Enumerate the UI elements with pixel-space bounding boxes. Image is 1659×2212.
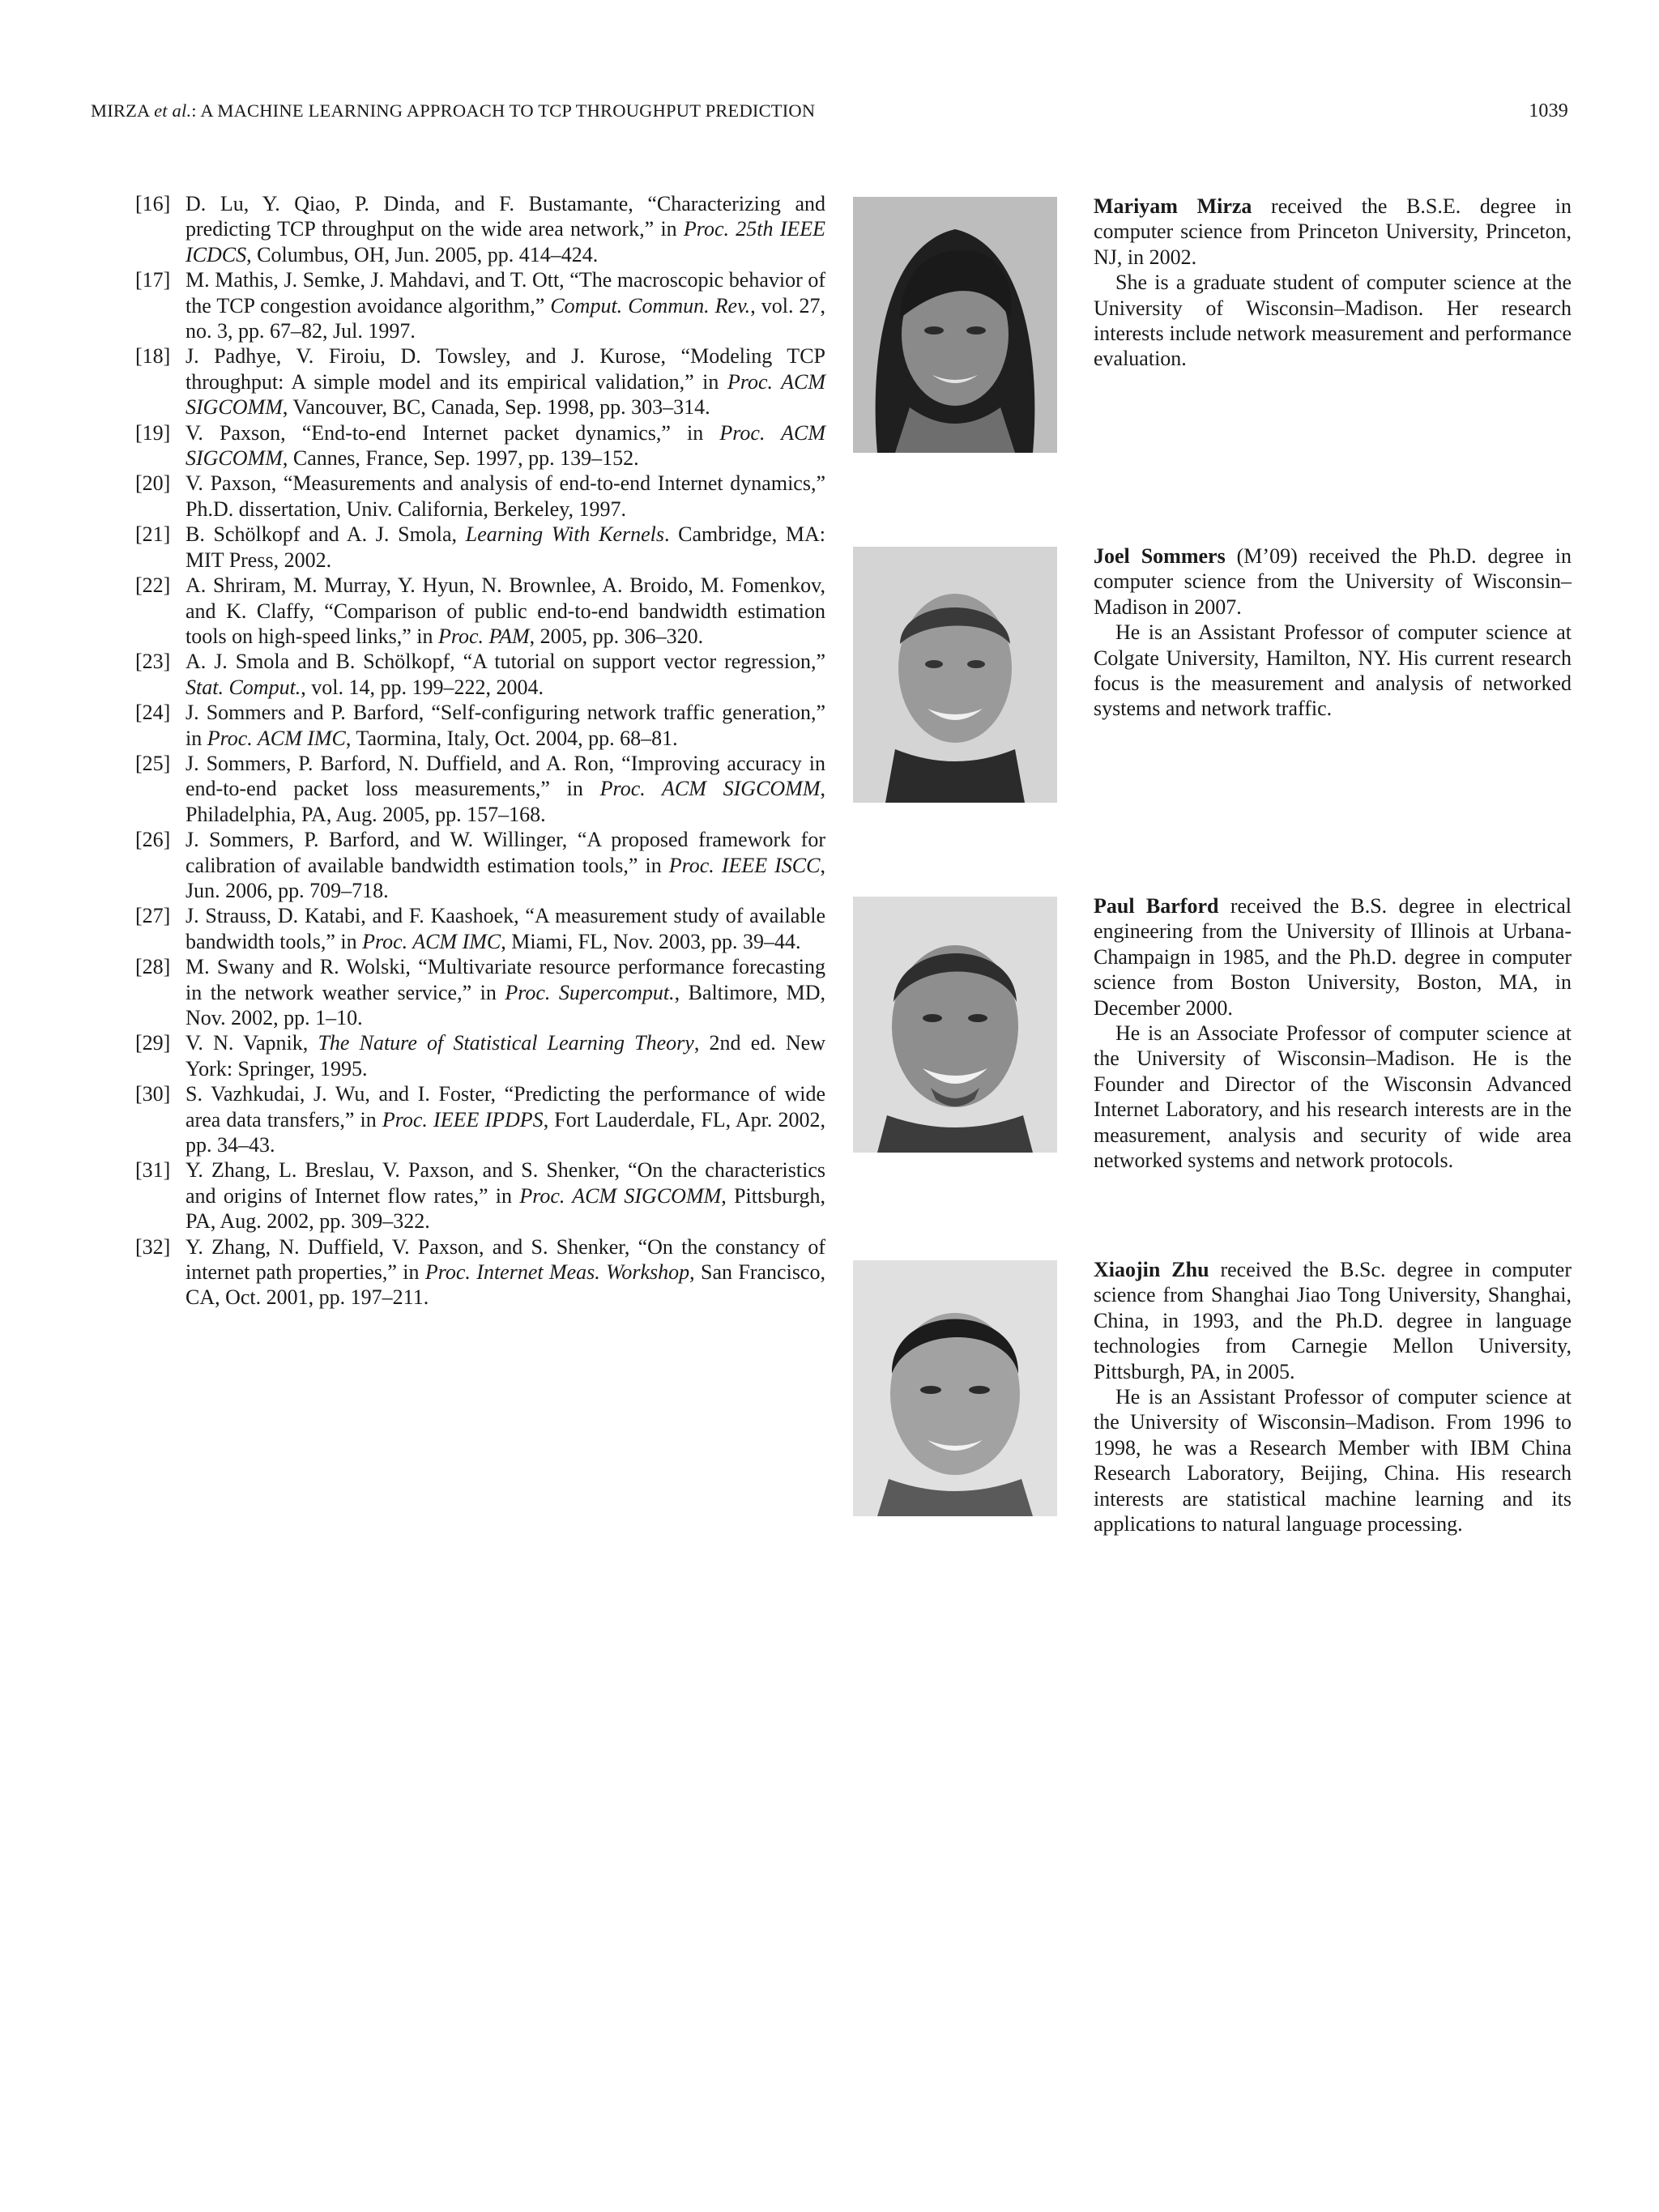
reference-item — [135, 471, 825, 522]
reference-item — [135, 420, 825, 471]
reference-number: [20] — [135, 471, 171, 496]
author-photo — [853, 1260, 1057, 1516]
reference-item — [135, 903, 825, 954]
reference-text: J. Sommers and P. Barford, “Self-configuring network traffic generation,” in Proc. ACM IMC, Taormina, Italy, Oct. 2004, pp. 68–81. — [186, 701, 825, 750]
reference-number: [32] — [135, 1234, 171, 1259]
reference-item — [135, 700, 825, 751]
reference-text: S. Vazhkudai, J. Wu, and I. Foster, “Predicting the performance of wide area data transfers,” in Proc. IEEE IPDPS, Fort Lauderdale, FL, Apr. 2002, pp. 34–43. — [186, 1082, 825, 1157]
reference-text: B. Schölkopf and A. J. Smola, Learning With Kernels. Cambridge, MA: MIT Press, 2002. — [186, 522, 825, 572]
reference-number: [18] — [135, 344, 171, 369]
author-photo — [853, 197, 1057, 453]
reference-number: [30] — [135, 1082, 171, 1106]
reference-text: D. Lu, Y. Qiao, P. Dinda, and F. Bustamante, “Characterizing and predicting TCP throughput on the wide area network,” in Proc. 25th IEEE ICDCS, Columbus, OH, Jun. 2005, pp. 414–424. — [186, 192, 825, 266]
author-photo — [853, 547, 1057, 803]
author-photo-portrait — [853, 197, 1057, 453]
reference-number: [17] — [135, 268, 171, 292]
reference-text: M. Swany and R. Wolski, “Multivariate resource performance forecasting in the network weather service,” in Proc. Supercomput., Baltimore, MD, Nov. 2002, pp. 1–10. — [186, 955, 825, 1029]
author-photo-portrait — [853, 547, 1057, 803]
reference-number: [16] — [135, 192, 171, 215]
reference-list — [135, 191, 825, 1311]
reference-text: J. Strauss, D. Katabi, and F. Kaashoek, “A measurement study of available bandwidth tools,” in Proc. ACM IMC, Miami, FL, Nov. 2003, pp. 39–44. — [186, 904, 825, 953]
reference-text: A. Shriram, M. Murray, Y. Hyun, N. Brownlee, A. Broido, M. Fomenkov, and K. Claffy, “Comparison of public end-to-end bandwidth estimation tools on high-speed links,” in Proc. PAM, 2005, pp. 306–320. — [186, 573, 825, 648]
reference-number: [23] — [135, 650, 171, 674]
author-photo-portrait — [853, 897, 1057, 1153]
reference-item — [135, 1234, 825, 1311]
reference-item — [135, 1157, 825, 1234]
reference-text: J. Sommers, P. Barford, and W. Willinger, “A proposed framework for calibration of available bandwidth estimation tools,” in Proc. IEEE ISCC, Jun. 2006, pp. 709–718. — [186, 828, 825, 902]
reference-text: V. N. Vapnik, The Nature of Statistical Learning Theory, 2nd ed. New York: Springer, 1995. — [186, 1031, 826, 1080]
bio-text: Xiaojin Zhu received the B.Sc. degree in computer science from Shanghai Jiao Tong University, Shanghai, China, in 1993, and the Ph.D. degree in language technologies from Carnegie Mellon University, Pittsburgh, PA, in 2005. He is an Assistant Professor of computer science at the University of Wisconsin–Madison. From 1996 to 1998, he was a Research Member with IBM China Research Laboratory, Beijing, China. His research interests are statistical machine learning and its applications to natural language processing. — [1094, 1258, 1572, 1536]
reference-number: [19] — [135, 420, 171, 445]
reference-text: V. Paxson, “End-to-end Internet packet dynamics,” in Proc. ACM SIGCOMM, Cannes, France, Sep. 1997, pp. 139–152. — [186, 420, 825, 471]
running-title: MIRZA et al.: A MACHINE LEARNING APPROACH TO TCP THROUGHPUT PREDICTION — [91, 100, 816, 121]
reference-number: [26] — [135, 828, 171, 852]
reference-text: J. Sommers, P. Barford, N. Duffield, and A. Ron, “Improving accuracy in end-to-end packet loss measurements,” in Proc. ACM SIGCOMM, Philadelphia, PA, Aug. 2005, pp. 157–168. — [186, 751, 826, 826]
bio-text: Mariyam Mirza received the B.S.E. degree in computer science from Princeton University, Princeton, NJ, in 2002. She is a graduate student of computer science at the University of Wisconsin–Madison. Her research interests include network measurement and performance evaluation. — [1094, 194, 1572, 371]
author-photo-portrait — [853, 1260, 1057, 1516]
reference-text: Y. Zhang, N. Duffield, V. Paxson, and S. Shenker, “On the constancy of internet path properties,” in Proc. Internet Meas. Workshop, San Francisco, CA, Oct. 2001, pp. 197–211. — [186, 1234, 825, 1310]
reference-text: Y. Zhang, L. Breslau, V. Paxson, and S. Shenker, “On the characteristics and origins of Internet flow rates,” in Proc. ACM SIGCOMM, Pittsburgh, PA, Aug. 2002, pp. 309–322. — [186, 1158, 826, 1234]
reference-text: A. J. Smola and B. Schölkopf, “A tutorial on support vector regression,” Stat. Comput., vol. 14, pp. 199–222, 2004. — [186, 650, 825, 699]
reference-number: [21] — [135, 522, 171, 547]
reference-number: [31] — [135, 1158, 171, 1183]
reference-item — [135, 267, 825, 343]
reference-item — [135, 1030, 825, 1081]
running-header — [91, 100, 1568, 128]
reference-item — [135, 827, 825, 903]
reference-text: M. Mathis, J. Semke, J. Mahdavi, and T. Ott, “The macroscopic behavior of the TCP congestion avoidance algorithm,” Comput. Commun. Rev., vol. 27, no. 3, pp. 67–82, Jul. 1997. — [186, 268, 825, 343]
reference-item — [135, 954, 825, 1030]
reference-item — [135, 522, 825, 573]
reference-item — [135, 751, 825, 827]
bio-text: Joel Sommers (M’09) received the Ph.D. degree in computer science from the University of Wisconsin–Madison in 2007. He is an Assistant Professor of computer science at Colgate University, Hamilton, NY. His current research focus is the measurement and analysis of networked systems and network traffic. — [1094, 544, 1572, 721]
reference-item — [135, 191, 825, 267]
reference-item — [135, 343, 825, 420]
reference-number: [22] — [135, 573, 171, 598]
bio-text: Paul Barford received the B.S. degree in electrical engineering from the University of Illinois at Urbana-Champaign in 1985, and the Ph.D. degree in computer science from Boston University, Boston, MA, in December 2000. He is an Associate Professor of computer science at the University of Wisconsin–Madison. He is the Founder and Director of the Wisconsin Advanced Internet Laboratory, and his research interests are in the measurement, analysis and security of wide area networked systems and network protocols. — [1094, 894, 1572, 1173]
reference-number: [27] — [135, 904, 171, 928]
reference-number: [28] — [135, 955, 171, 979]
reference-item — [135, 573, 825, 649]
page-number: 1039 — [1529, 100, 1568, 121]
reference-number: [29] — [135, 1031, 171, 1055]
reference-text: V. Paxson, “Measurements and analysis of end-to-end Internet dynamics,” Ph.D. dissertation, Univ. California, Berkeley, 1997. — [186, 471, 825, 521]
reference-item — [135, 1081, 825, 1157]
reference-number: [24] — [135, 701, 171, 725]
reference-item — [135, 649, 825, 700]
reference-number: [25] — [135, 751, 171, 775]
author-photo — [853, 897, 1057, 1153]
reference-text: J. Padhye, V. Firoiu, D. Towsley, and J. Kurose, “Modeling TCP throughput: A simple model and its empirical validation,” in Proc. ACM SIGCOMM, Vancouver, BC, Canada, Sep. 1998, pp. 303–314. — [186, 344, 825, 420]
